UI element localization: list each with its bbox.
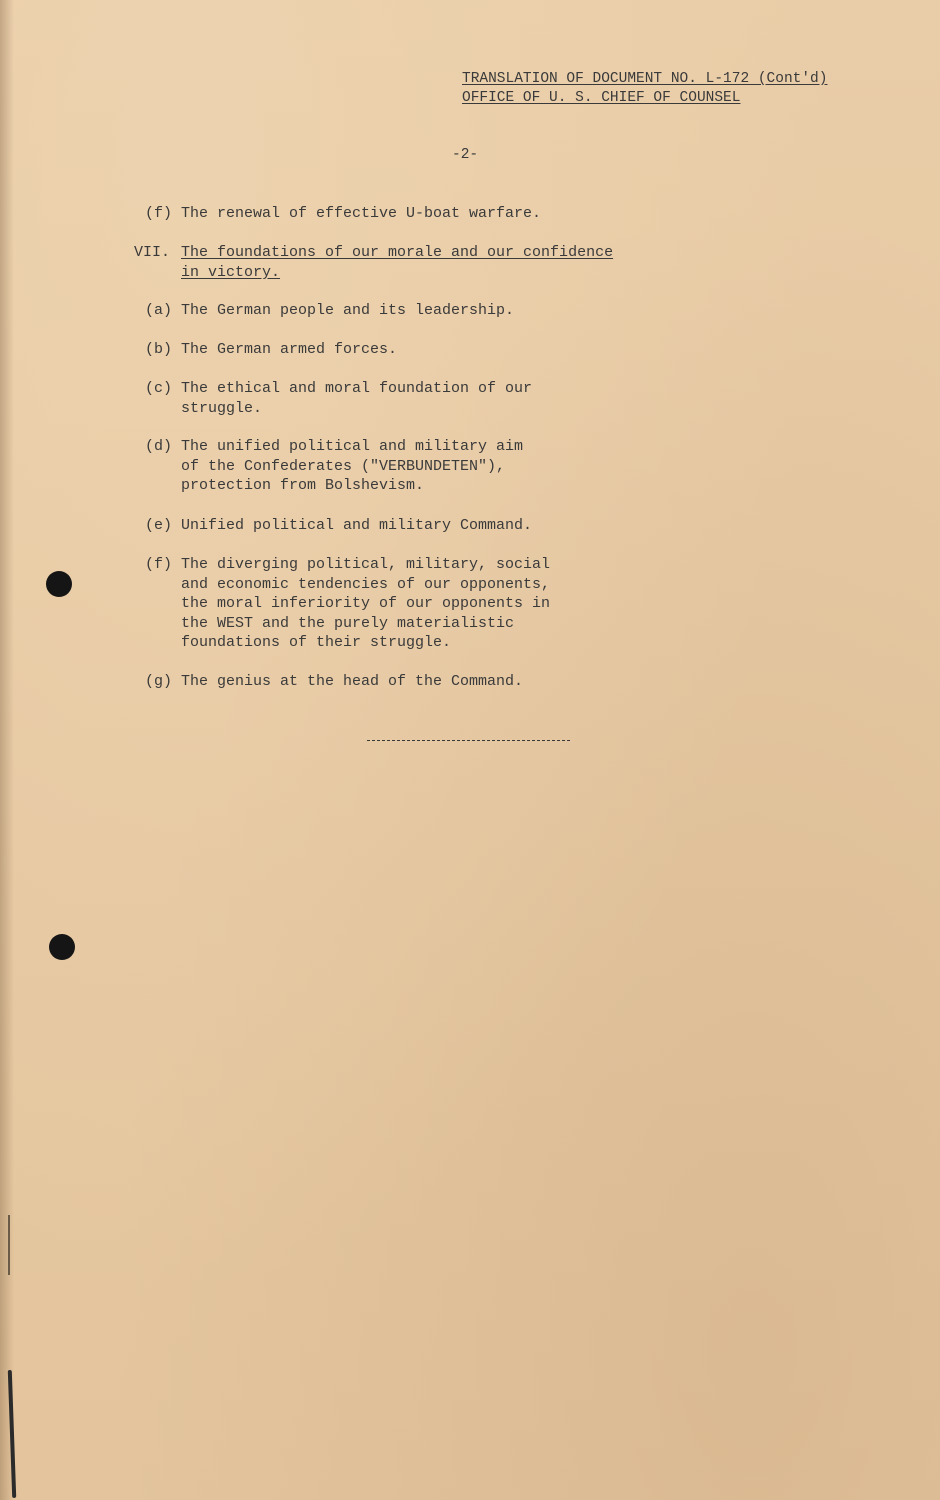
item-marker: (a): [145, 302, 173, 319]
item-text: of the Confederates ("VERBUNDETEN"),: [181, 457, 506, 475]
header-office: OFFICE OF U. S. CHIEF OF COUNSEL: [462, 90, 741, 106]
item-text: foundations of their struggle.: [181, 634, 452, 651]
item-text: The German people and its leadership.: [181, 302, 515, 319]
item-marker: (b): [145, 341, 173, 358]
end-divider: [367, 740, 570, 741]
section-numeral: VII.: [134, 244, 171, 261]
header-title: TRANSLATION OF DOCUMENT NO. L-172 (Cont'd): [462, 71, 828, 87]
item-marker: (f): [145, 205, 173, 222]
section-title: The foundations of our morale and our confidence: [181, 244, 614, 261]
item-text: The unified political and military aim: [181, 438, 524, 455]
item-text: the WEST and the purely materialistic: [181, 614, 515, 632]
item-text: Unified political and military Command.: [181, 517, 533, 534]
item-marker: (c): [145, 380, 173, 397]
item-marker: (d): [145, 438, 173, 455]
item-text: The diverging political, military, social: [181, 556, 551, 573]
edge-mark: [8, 1215, 10, 1275]
item-text: The renewal of effective U-boat warfare.: [181, 205, 542, 222]
item-marker: (e): [145, 517, 173, 534]
item-marker: (f): [145, 556, 173, 573]
item-text: struggle.: [181, 399, 263, 417]
page-number: -2-: [452, 147, 479, 163]
page-edge-shadow: [0, 0, 14, 1500]
punch-hole: [49, 934, 75, 960]
item-text: the moral inferiority of our opponents in: [181, 595, 551, 612]
item-marker: (g): [145, 673, 173, 690]
punch-hole: [46, 571, 72, 597]
document-header: [462, 70, 827, 108]
section-title: in victory.: [181, 263, 281, 281]
item-text: protection from Bolshevism.: [181, 477, 425, 494]
item-text: The German armed forces.: [181, 341, 398, 358]
item-text: The ethical and moral foundation of our: [181, 380, 533, 397]
item-text: and economic tendencies of our opponents,: [181, 575, 551, 593]
item-text: The genius at the head of the Command.: [181, 673, 524, 690]
